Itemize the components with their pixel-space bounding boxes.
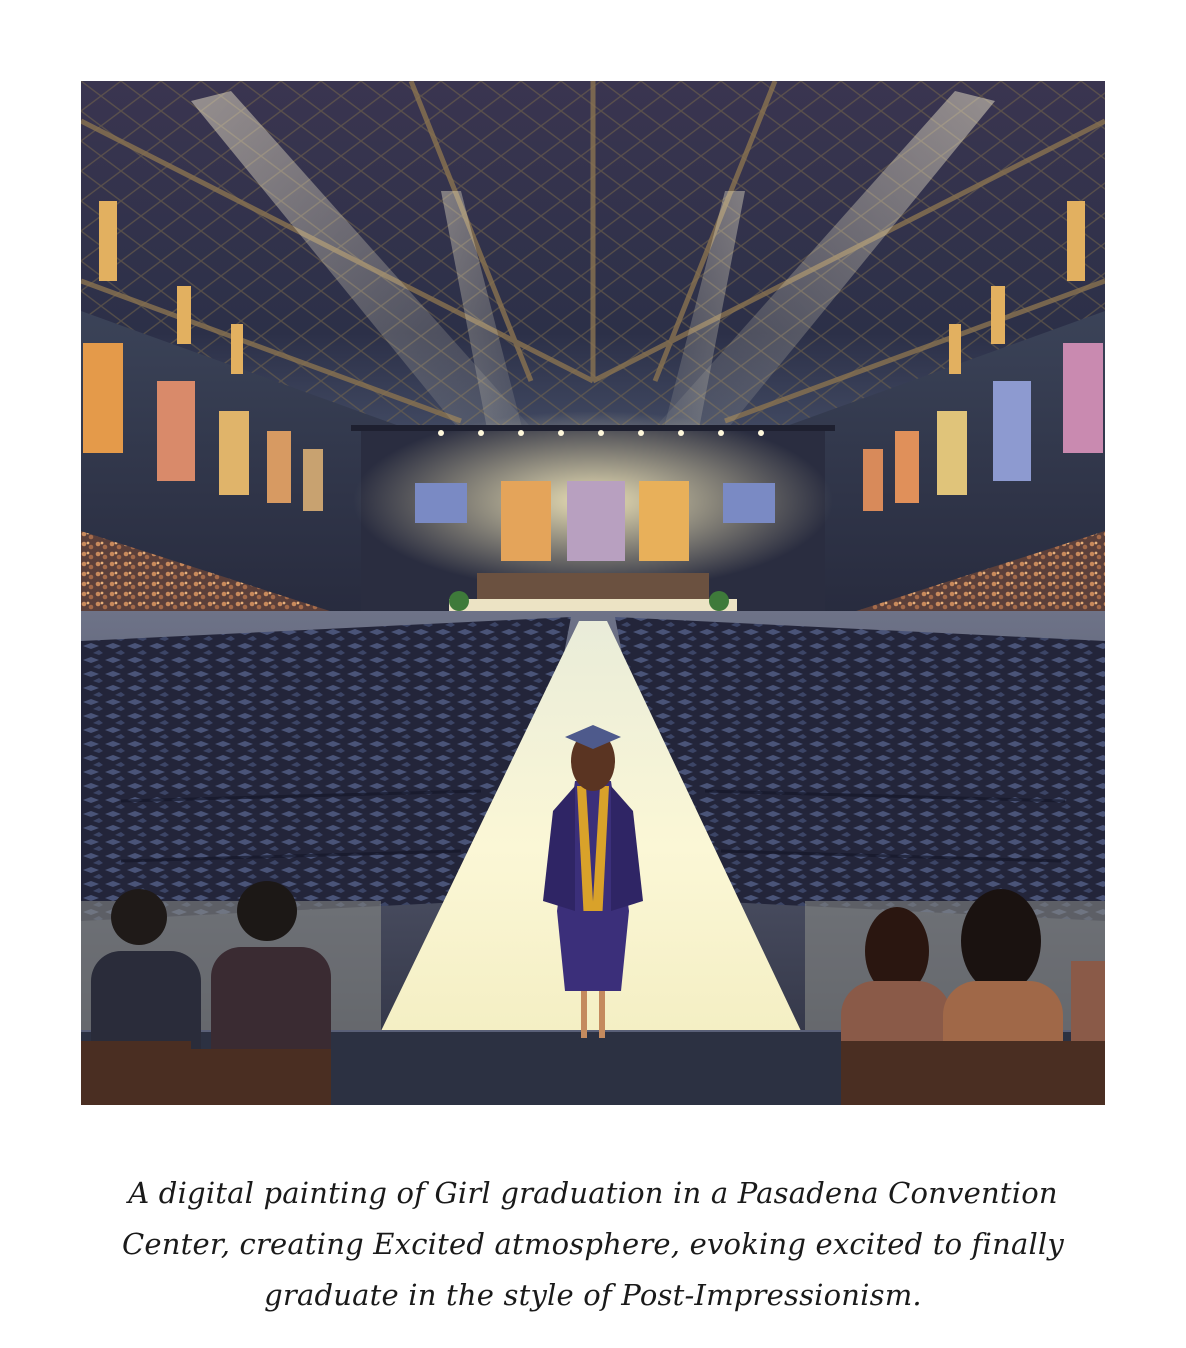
painting-caption: A digital painting of Girl graduation in a Pasadena Convention Center, creating Excited atmosphere, evoking excited to finally graduate in the style of Post-Impressionism.: [122, 1176, 1064, 1312]
graduation-painting: [81, 81, 1105, 1105]
painting-illustration: [81, 81, 1105, 1105]
